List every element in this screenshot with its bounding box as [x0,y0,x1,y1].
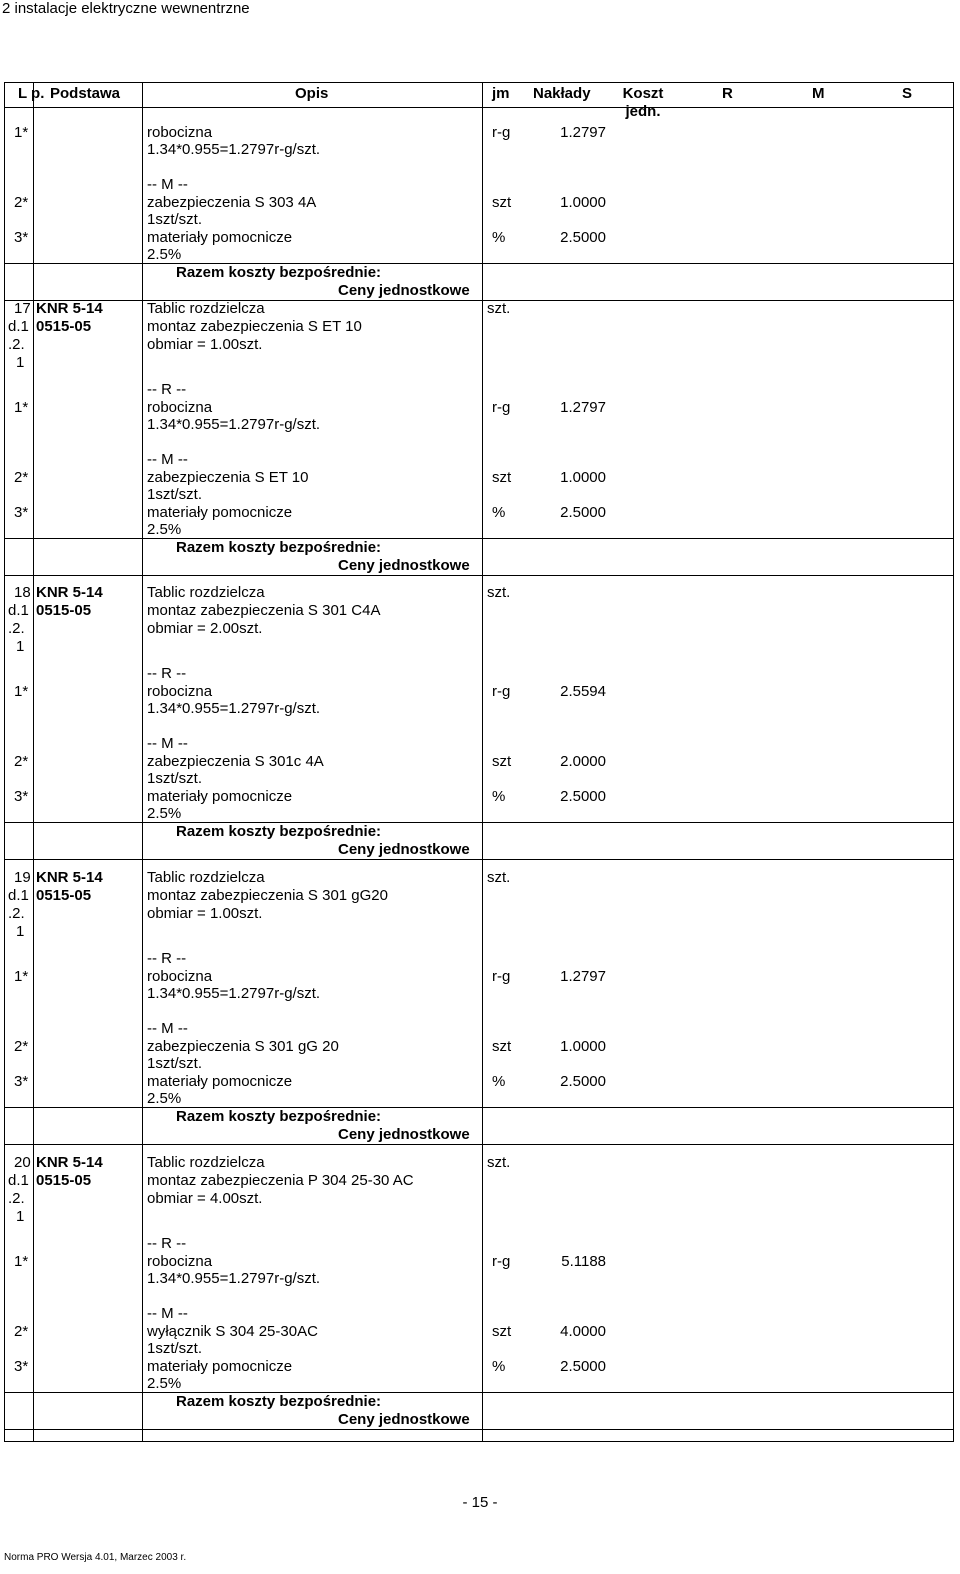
row-formula: 1szt/szt. [147,1055,203,1072]
section-m-heading: -- M -- [147,1305,188,1322]
item-quantity: obmiar = 1.00szt. [147,336,263,353]
row-value: 2.0000 [560,753,606,770]
item-title: Tablic rozdzielcza [147,300,265,317]
row-value: 2.5000 [560,1358,606,1375]
row-lp: 3* [14,504,29,521]
col-header-naklady: Nakłady [533,85,591,102]
unit-prices-label: Ceny jednostkowe [338,557,470,574]
unit-prices-label: Ceny jednostkowe [338,1126,470,1143]
item-title: Tablic rozdzielcza [147,584,265,601]
catalog-reference: KNR 5-14 [36,300,103,317]
row-lp: 2* [14,469,29,486]
row-lp: 1* [14,683,29,700]
unit-prices-label: Ceny jednostkowe [338,1411,470,1428]
item-number: 17 [14,300,31,317]
item-unit: szt. [487,584,511,601]
row-divider [4,538,954,539]
row-desc: robocizna [147,683,213,700]
row-unit: r-g [492,124,511,141]
item-quantity: obmiar = 4.00szt. [147,1190,263,1207]
row-unit: r-g [492,683,511,700]
column-divider [33,82,34,1442]
row-lp: 1* [14,399,29,416]
row-lp: 3* [14,1358,29,1375]
row-lp: 3* [14,229,29,246]
section-m-heading: -- M -- [147,451,188,468]
catalog-code: 0515-05 [36,318,92,335]
row-divider [4,859,954,860]
row-desc: robocizna [147,124,213,141]
row-value: 2.5000 [560,504,606,521]
section-m-heading: -- M -- [147,176,188,193]
direct-costs-total-label: Razem koszty bezpośrednie: [176,264,382,281]
row-desc: robocizna [147,1253,213,1270]
row-divider [4,822,954,823]
item-quantity: obmiar = 2.00szt. [147,620,263,637]
row-unit: r-g [492,399,511,416]
row-lp: 2* [14,1038,29,1055]
item-number-part: .2. [8,1190,25,1207]
item-number: 20 [14,1154,31,1171]
row-value: 2.5594 [560,683,606,700]
row-formula: 1.34*0.955=1.2797r-g/szt. [147,985,321,1002]
row-desc: zabezpieczenia S ET 10 [147,469,309,486]
item-number-part: d.1 [8,602,29,619]
col-header-lp-label: L p. [18,85,45,102]
software-note: Norma PRO Wersja 4.01, Marzec 2003 r. [4,1552,187,1563]
row-formula: 1szt/szt. [147,770,203,787]
row-value: 2.5000 [560,788,606,805]
document-title: 2 instalacje elektryczne wewnentrzne [2,0,250,17]
row-divider [4,1144,954,1145]
col-header-r: R [722,85,733,102]
row-formula: 2.5% [147,1375,182,1392]
item-number-part: d.1 [8,1172,29,1189]
row-lp: 1* [14,968,29,985]
item-number-part: 1 [16,354,25,371]
row-formula: 1.34*0.955=1.2797r-g/szt. [147,141,321,158]
row-value: 5.1188 [561,1253,606,1270]
row-value: 1.2797 [560,399,606,416]
row-value: 1.0000 [560,1038,606,1055]
item-unit: szt. [487,1154,511,1171]
row-unit: szt [492,753,512,770]
row-unit: szt [492,194,512,211]
direct-costs-total-label: Razem koszty bezpośrednie: [176,823,382,840]
row-formula: 1.34*0.955=1.2797r-g/szt. [147,1270,321,1287]
section-r-heading: -- R -- [147,1235,187,1252]
row-desc: zabezpieczenia S 301c 4A [147,753,324,770]
item-number-part: .2. [8,620,25,637]
section-r-heading: -- R -- [147,381,187,398]
row-desc: robocizna [147,968,213,985]
row-formula: 1.34*0.955=1.2797r-g/szt. [147,700,321,717]
item-description: montaz zabezpieczenia P 304 25-30 AC [147,1172,414,1189]
row-unit: % [492,229,506,246]
row-formula: 1szt/szt. [147,211,203,228]
item-number-part: 1 [16,923,25,940]
col-header-koszt: Koszt jedn. [622,85,664,120]
row-divider [4,1107,954,1108]
row-formula: 1szt/szt. [147,486,203,503]
row-unit: szt [492,1038,512,1055]
col-header-opis: Opis [295,85,329,102]
row-value: 1.2797 [560,968,606,985]
row-unit: szt [492,1323,512,1340]
row-formula: 1szt/szt. [147,1340,203,1357]
section-m-heading: -- M -- [147,1020,188,1037]
column-divider [142,82,143,1442]
catalog-code: 0515-05 [36,887,92,904]
section-r-heading: -- R -- [147,665,187,682]
catalog-reference: KNR 5-14 [36,869,103,886]
item-description: montaz zabezpieczenia S ET 10 [147,318,362,335]
row-lp: 2* [14,753,29,770]
row-lp: 1* [14,124,29,141]
column-divider [482,82,483,1442]
row-desc: materiały pomocnicze [147,1358,293,1375]
col-header-m: M [812,85,825,102]
unit-prices-label: Ceny jednostkowe [338,282,470,299]
row-desc: materiały pomocnicze [147,788,293,805]
item-quantity: obmiar = 1.00szt. [147,905,263,922]
row-unit: r-g [492,1253,511,1270]
direct-costs-total-label: Razem koszty bezpośrednie: [176,1393,382,1410]
section-m-heading: -- M -- [147,735,188,752]
section-r-heading: -- R -- [147,950,187,967]
row-value: 1.2797 [560,124,606,141]
row-formula: 2.5% [147,805,182,822]
catalog-code: 0515-05 [36,602,92,619]
row-desc: zabezpieczenia S 303 4A [147,194,317,211]
row-desc: robocizna [147,399,213,416]
item-number-part: 1 [16,1208,25,1225]
col-header-s: S [902,85,913,102]
row-divider [4,263,954,264]
page-number: - 15 - [462,1494,498,1511]
item-description: montaz zabezpieczenia S 301 C4A [147,602,381,619]
row-formula: 2.5% [147,246,182,263]
item-unit: szt. [487,300,511,317]
row-lp: 2* [14,1323,29,1340]
row-unit: szt [492,469,512,486]
row-value: 4.0000 [560,1323,606,1340]
item-title: Tablic rozdzielcza [147,1154,265,1171]
row-formula: 2.5% [147,521,182,538]
row-divider [4,1392,954,1393]
row-unit: % [492,788,506,805]
row-value: 2.5000 [560,1073,606,1090]
row-divider [4,1429,954,1430]
direct-costs-total-label: Razem koszty bezpośrednie: [176,1108,382,1125]
item-number-part: d.1 [8,318,29,335]
row-unit: r-g [492,968,511,985]
row-lp: 3* [14,788,29,805]
item-title: Tablic rozdzielcza [147,869,265,886]
item-number-part: .2. [8,336,25,353]
row-divider [4,575,954,576]
row-value: 2.5000 [560,229,606,246]
catalog-reference: KNR 5-14 [36,1154,103,1171]
item-number-part: d.1 [8,887,29,904]
unit-prices-label: Ceny jednostkowe [338,841,470,858]
row-unit: % [492,1358,506,1375]
row-lp: 3* [14,1073,29,1090]
row-desc: materiały pomocnicze [147,504,293,521]
item-number-part: 1 [16,638,25,655]
direct-costs-total-label: Razem koszty bezpośrednie: [176,539,382,556]
row-formula: 1.34*0.955=1.2797r-g/szt. [147,416,321,433]
row-desc: materiały pomocnicze [147,229,293,246]
row-desc: materiały pomocnicze [147,1073,293,1090]
item-number: 18 [14,584,31,601]
row-unit: % [492,1073,506,1090]
row-lp: 2* [14,194,29,211]
row-value: 1.0000 [560,194,606,211]
row-desc: zabezpieczenia S 301 gG 20 [147,1038,339,1055]
header-divider [4,107,954,108]
row-lp: 1* [14,1253,29,1270]
row-desc: wyłącznik S 304 25-30AC [147,1323,318,1340]
item-number-part: .2. [8,905,25,922]
item-number: 19 [14,869,31,886]
col-header-podstawa: Podstawa [50,85,121,102]
col-header-lp [18,85,44,103]
row-unit: % [492,504,506,521]
col-header-jm: jm [492,85,510,102]
row-value: 1.0000 [560,469,606,486]
item-description: montaz zabezpieczenia S 301 gG20 [147,887,388,904]
item-unit: szt. [487,869,511,886]
catalog-code: 0515-05 [36,1172,92,1189]
row-formula: 2.5% [147,1090,182,1107]
catalog-reference: KNR 5-14 [36,584,103,601]
